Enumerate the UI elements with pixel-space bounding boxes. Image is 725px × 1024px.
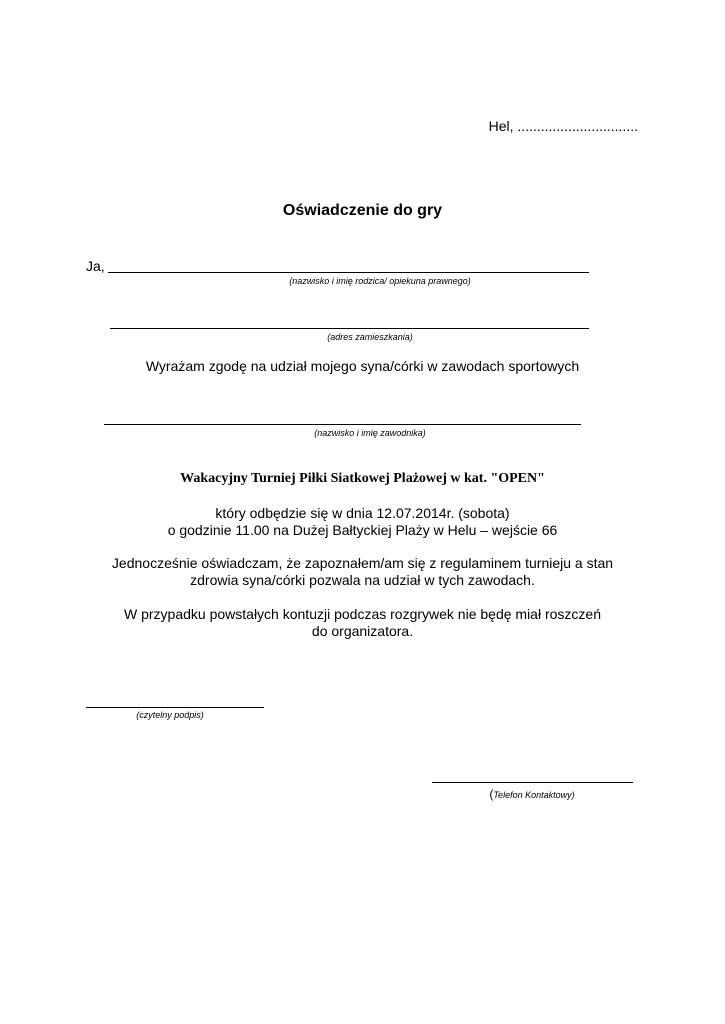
parent-name-caption: (nazwisko i imię rodzica/ opiekuna prawnego) xyxy=(289,276,471,286)
health-declaration-line1: Jednocześnie oświadczam, że zapoznałem/am się z regulaminem turnieju a stan xyxy=(111,555,614,571)
event-details xyxy=(60,505,665,539)
parent-name-line[interactable] xyxy=(108,272,589,273)
player-name-caption: (nazwisko i imię zawodnika) xyxy=(314,428,426,438)
health-declaration xyxy=(60,555,665,589)
signature-line[interactable] xyxy=(86,707,264,708)
injury-statement-line2: do organizatora. xyxy=(311,623,414,639)
place-date: Hel, ............................... xyxy=(488,118,638,134)
address-line[interactable] xyxy=(110,328,589,329)
event-date-line: który odbędzie się w dnia 12.07.2014r. (sobota) xyxy=(215,505,510,521)
injury-statement xyxy=(60,606,665,640)
document-title: Oświadczenie do gry xyxy=(282,202,443,219)
signature-caption: (czytelny podpis) xyxy=(136,710,204,720)
consent-text: Wyrażam zgodę na udział mojego syna/córki w zawodach sportowych xyxy=(145,358,580,374)
phone-caption-text: Telefon Kontaktowy) xyxy=(493,790,575,800)
event-location-line: o godzinie 11.00 na Dużej Bałtyckiej Plaży w Helu – wejście 66 xyxy=(167,522,558,538)
phone-caption xyxy=(432,787,632,801)
address-caption: (adres zamieszkania) xyxy=(327,332,413,342)
injury-statement-line1: W przypadku powstałych kontuzji podczas rozgrywek nie będę miał roszczeń xyxy=(124,606,601,622)
phone-line[interactable] xyxy=(432,782,633,783)
phone-caption-paren: ( xyxy=(489,787,494,801)
health-declaration-line2: zdrowia syna/córki pozwala na udział w tych zawodach. xyxy=(190,572,535,588)
ja-label: Ja, xyxy=(86,258,105,274)
player-name-line[interactable] xyxy=(104,424,581,425)
tournament-name: Wakacyjny Turniej Piłki Siatkowej Plażowej w kat. "OPEN" xyxy=(180,471,545,486)
